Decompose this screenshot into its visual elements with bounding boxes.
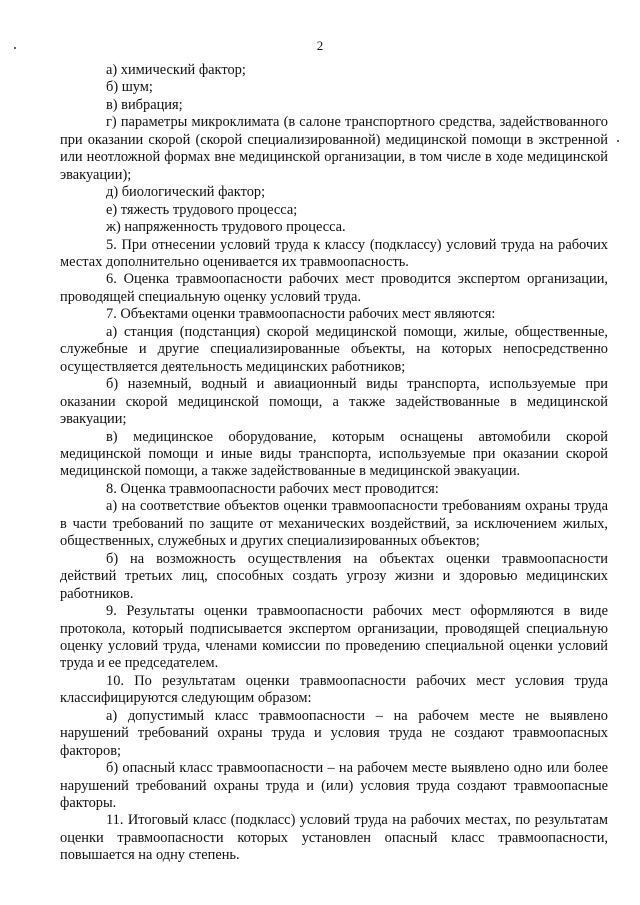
scan-speck bbox=[617, 140, 619, 142]
clause-8: 8. Оценка травмоопасности рабочих мест проводится: bbox=[106, 480, 439, 497]
page-number: 2 bbox=[316, 38, 324, 53]
clause-7-b: б) наземный, водный и авиационный виды транспорта, используемые при оказании скорой медицинской помощи, а также задействованные в медицинской эвакуации; bbox=[60, 376, 608, 428]
clause-10-b: б) опасный класс травмоопасности – на рабочем месте выявлено одно или более нарушений требований охраны труда и (или) условия труда создают травмоопасные факторы. bbox=[60, 760, 608, 812]
clause-7-a: а) станция (подстанция) скорой медицинской помощи, жилые, общественные, служебные и другие специализированные объекты, на которых непосредственно осуществляется деятельность медицинских работников; bbox=[60, 323, 608, 375]
clause-10-a: а) допустимый класс травмоопасности – на рабочем месте не выявлено нарушений требований охраны труда и условия труда не создают травмоопасных факторов; bbox=[60, 707, 608, 759]
clause-7: 7. Объектами оценки травмоопасности рабочих мест являются: bbox=[106, 306, 496, 323]
list-item-vibration: в) вибрация; bbox=[106, 96, 183, 113]
clause-7-c: в) медицинское оборудование, которым оснащены автомобили скорой медицинской помощи и иные виды транспорта, используемые при оказании скорой медицинской помощи, а также задействованные в медицинской эвакуации. bbox=[60, 428, 608, 480]
clause-8-b: б) на возможность осуществления на объектах оценки травмоопасности действий третьих лиц, способных создать угрозу жизни и здоровью медицинских работников. bbox=[60, 550, 608, 602]
list-item-biological: д) биологический фактор; bbox=[106, 184, 266, 201]
clause-5: 5. При отнесении условий труда к классу (подклассу) условий труда на рабочих местах дополнительно оценивается их травмоопасность. bbox=[60, 236, 608, 270]
list-item-intensity: ж) напряженность трудового процесса. bbox=[106, 219, 346, 236]
clause-10: 10. По результатам оценки травмоопасности рабочих мест условия труда классифицируются следующим образом: bbox=[60, 672, 608, 707]
clause-9: 9. Результаты оценки травмоопасности рабочих мест оформляются в виде протокола, который подписывается экспертом организации, проводящей специальную оценку условий труда, членами комиссии по проведению специальной оценки условий труда и ее председателем. bbox=[60, 603, 608, 672]
clause-11: 11. Итоговый класс (подкласс) условий труда на рабочих местах, по результатам оценки травмоопасности которых установлен опасный класс травмоопасности, повышается на одну степень. bbox=[60, 812, 608, 864]
clause-6: 6. Оценка травмоопасности рабочих мест проводится экспертом организации, проводящей специальную оценку условий труда. bbox=[60, 271, 608, 305]
list-item-chemical: а) химический фактор; bbox=[106, 62, 246, 78]
list-item-severity: е) тяжесть трудового процесса; bbox=[106, 201, 298, 218]
clause-8-a: а) на соответствие объектов оценки травмоопасности требованиям охраны труда в части требований по защите от механических воздействий, за исключением жилых, общественных, служебных и других специализированных объектов; bbox=[60, 498, 608, 550]
document-body bbox=[60, 62, 608, 865]
list-item-microclimate: г) параметры микроклимата (в салоне транспортного средства, задействованного при оказании скорой (скорой специализированной) медицинской помощи в экстренной или неотложной формах вне медицинской организации, в том числе в ходе медицинской эвакуации); bbox=[60, 114, 608, 183]
list-item-noise: б) шум; bbox=[106, 79, 153, 96]
